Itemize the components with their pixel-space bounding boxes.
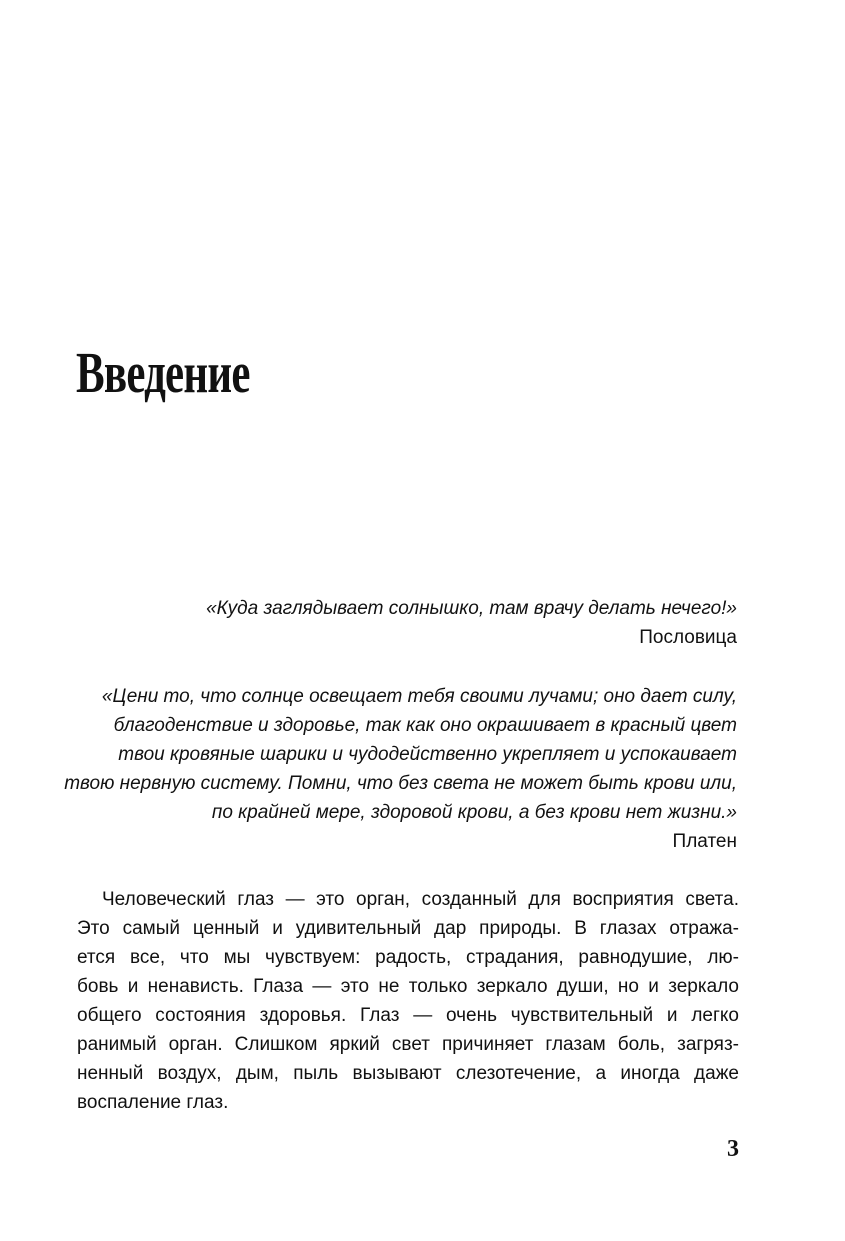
body-line: воспаление глаз.	[77, 1092, 229, 1113]
epigraph-quote-line: твою нервную систему. Помни, что без света не может быть крови или,	[64, 773, 737, 794]
epigraph-author: Платен	[672, 831, 737, 852]
body-line: Человеческий глаз — это орган, созданный для восприятия света.	[102, 889, 739, 910]
epigraph-quote-line: «Цени то, что солнце освещает тебя своими лучами; оно дает силу,	[101, 686, 737, 707]
body-line: Это самый ценный и удивительный дар природы. В глазах отража-	[77, 918, 739, 939]
body-paragraph	[77, 885, 739, 1117]
epigraph-proverb	[206, 594, 737, 652]
epigraph-platen	[64, 682, 737, 856]
epigraph-quote-line: «Куда заглядывает солнышко, там врачу делать нечего!»	[206, 598, 737, 619]
epigraph-author: Пословица	[639, 627, 737, 648]
chapter-title: Введение	[76, 340, 250, 405]
body-line: общего состояния здоровья. Глаз — очень чувствительный и легко	[77, 1005, 739, 1026]
body-line: бовь и ненависть. Глаза — это не только зеркало души, но и зеркало	[77, 976, 739, 997]
epigraph-quote-line: твои кровяные шарики и чудодейственно укрепляет и успокаивает	[118, 744, 737, 765]
body-line: ненный воздух, дым, пыль вызывают слезотечение, а иногда даже	[77, 1063, 739, 1084]
epigraph-quote-line: по крайней мере, здоровой крови, а без крови нет жизни.»	[211, 802, 737, 823]
epigraph-quote-line: благоденствие и здоровье, так как оно окрашивает в красный цвет	[113, 715, 737, 736]
body-line: ранимый орган. Слишком яркий свет причиняет глазам боль, загряз-	[77, 1034, 739, 1055]
body-line: ется все, что мы чувствуем: радость, страдания, равнодушие, лю-	[77, 947, 739, 968]
page-number: 3	[727, 1136, 739, 1162]
